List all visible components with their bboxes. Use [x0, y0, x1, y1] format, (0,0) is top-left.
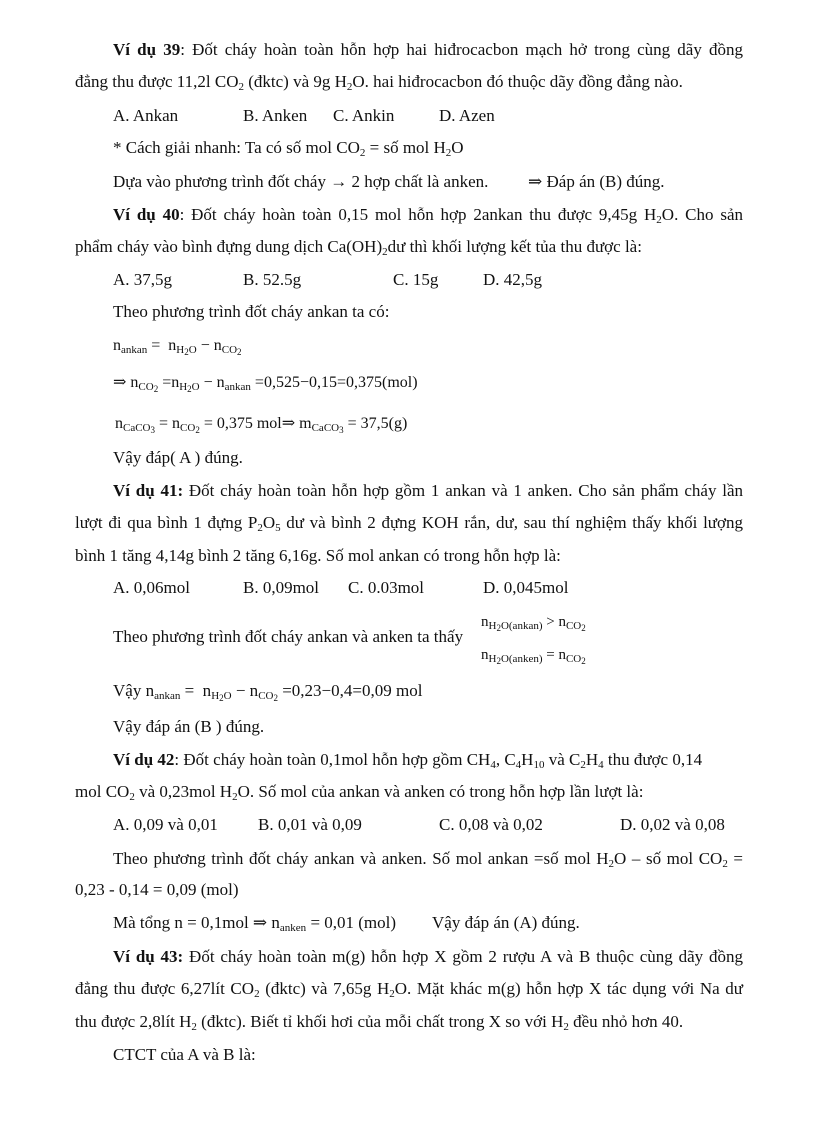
ex42-sum: Mà tổng n = 0,1mol ⇒ $n_{anken} = 0,01$ (mol) [113, 913, 397, 934]
ex39-line2: đẳng thu được 11,2l $CO_2$ (đktc) và 9g $H_2O$. hai hiđrocacbon đó thuộc dãy đồng đẳng nào. [75, 72, 683, 93]
ex42-theory-line2: 0,23 - 0,14 = 0,09 (mol) [75, 880, 239, 899]
ex42-option-c: C. 0,08 và 0,02 [439, 815, 543, 834]
ex41-label: Ví dụ 41: [113, 481, 184, 500]
ex39-option-b: B. Anken [243, 106, 308, 125]
ex43-line3: thu được 2,8lít $H_2$ (đktc). Biết tỉ khối hơi của mỗi chất trong X so với $H_2$ đều nhỏ hơn 40. [75, 1012, 684, 1033]
ex42-label: Ví dụ 42 [113, 750, 175, 769]
ex41-calc: Vậy $n_{ankan} = n_{H2O} - n_{CO2} =0,23-0,4=0,09$ mol [113, 681, 423, 703]
ex42-answer: Vậy đáp án (A) đúng. [432, 913, 580, 932]
ex40-eq2: ⇒ $n_{CO2} =n_{H2O} - n_{ankan} =0,525-0,15=0,375(mol)$ [113, 374, 418, 394]
ex39-answer: ⇒ Đáp án (B) đúng. [528, 172, 665, 191]
ex41-theory: Theo phương trình đốt cháy ankan và anken ta thấy [113, 627, 464, 646]
ex40-option-a: A. 37,5g [113, 270, 173, 289]
ex42-theory: Theo phương trình đốt cháy ankan và anken. Số mol ankan =số mol $H_2O$ – số mol $CO_2$ = [113, 849, 743, 870]
ex39-option-a: A. Ankan [113, 106, 179, 125]
ex39-option-d: D. Azen [439, 106, 495, 125]
ex42-option-d: D. 0,02 và 0,08 [620, 815, 725, 834]
ex40-option-d: D. 42,5g [483, 270, 543, 289]
ex39-conclusion: Dựa vào phương trình đốt cháy → 2 hợp chất là anken. [113, 172, 489, 191]
ex41-option-c: C. 0.03mol [348, 578, 425, 597]
ex42-option-a: A. 0,09 và 0,01 [113, 815, 218, 834]
ex43-question: CTCT của A và B là: [113, 1045, 256, 1064]
ex40-line1: Ví dụ 40: Đốt cháy hoàn toàn 0,15 mol hỗn hợp 2ankan thu được 9,45g $H_2O$. Cho sản [113, 205, 743, 226]
ex39-hint: * Cách giải nhanh: Ta có số mol $CO_2$ = số mol $H_2O$ [113, 138, 464, 159]
ex41-relation1: $n_{H2O(ankan)} > n_{CO2}$ [481, 614, 586, 633]
ex41-answer: Vậy đáp án (B ) đúng. [113, 717, 265, 736]
ex40-option-b: B. 52.5g [243, 270, 302, 289]
ex41-option-d: D. 0,045mol [483, 578, 569, 597]
ex40-option-c: C. 15g [393, 270, 439, 289]
ex41-line1: Ví dụ 41: Đốt cháy hoàn toàn hỗn hợp gồm 1 ankan và 1 anken. Cho sản phẩm cháy lần [113, 481, 743, 500]
ex42-option-b: B. 0,01 và 0,09 [258, 815, 362, 834]
ex40-eq3: $n_{CaCO3} = n_{CO2} = 0,375$ mol⇒ $m_{CaCO3} = 37,5(g)$ [115, 415, 408, 435]
ex39-label: Ví dụ 39 [113, 40, 181, 59]
ex43-line1: Ví dụ 43: Đốt cháy hoàn toàn m(g) hỗn hợp X gồm 2 rượu A và B thuộc cùng dãy đồng [113, 947, 743, 966]
ex41-line3: bình 1 tăng 4,14g bình 2 tăng 6,16g. Số mol ankan có trong hỗn hợp là: [75, 546, 561, 565]
ex39-line1: Ví dụ 39: Đốt cháy hoàn toàn hỗn hợp hai hiđrocacbon mạch hở trong cùng dãy đồng [113, 40, 743, 59]
ex41-line2: lượt đi qua bình 1 đựng $P_2O_5$ dư và bình 2 đựng KOH rắn, dư, sau thí nghiệm thấy khối lượng [75, 513, 743, 534]
ex42-line2: mol $CO_2$ và 0,23mol $H_2O$. Số mol của ankan và anken có trong hỗn hợp lần lượt là: [75, 782, 644, 803]
ex42-line1: Ví dụ 42: Đốt cháy hoàn toàn 0,1mol hỗn hợp gồm $CH_4$, $C_4H_{10}$ và $C_2H_4$ thu được 0,14 [113, 750, 703, 771]
ex43-line2: đẳng thu được 6,27lít $CO_2$ (đktc) và 7,65g $H_2O$. Mặt khác m(g) hỗn hợp X tác dụng với Na dư [75, 979, 743, 1000]
ex40-eq1: $n_{ankan} = n_{H2O} - n_{CO2}$ [113, 337, 242, 357]
ex40-line2: phẩm cháy vào bình đựng dung dịch $Ca(OH)_2dư$ thì khối lượng kết tủa thu được là: [75, 237, 642, 258]
ex39-option-c: C. Ankin [333, 106, 395, 125]
ex41-relation2: $n_{H2O(anken)} = n_{CO2}$ [481, 647, 586, 666]
ex40-theory: Theo phương trình đốt cháy ankan ta có: [113, 302, 390, 321]
ex40-answer: Vậy đáp( A ) đúng. [113, 448, 243, 467]
ex43-label: Ví dụ 43: [113, 947, 184, 966]
ex41-option-b: B. 0,09mol [243, 578, 320, 597]
ex40-label: Ví dụ 40 [113, 205, 180, 224]
ex41-option-a: A. 0,06mol [113, 578, 190, 597]
